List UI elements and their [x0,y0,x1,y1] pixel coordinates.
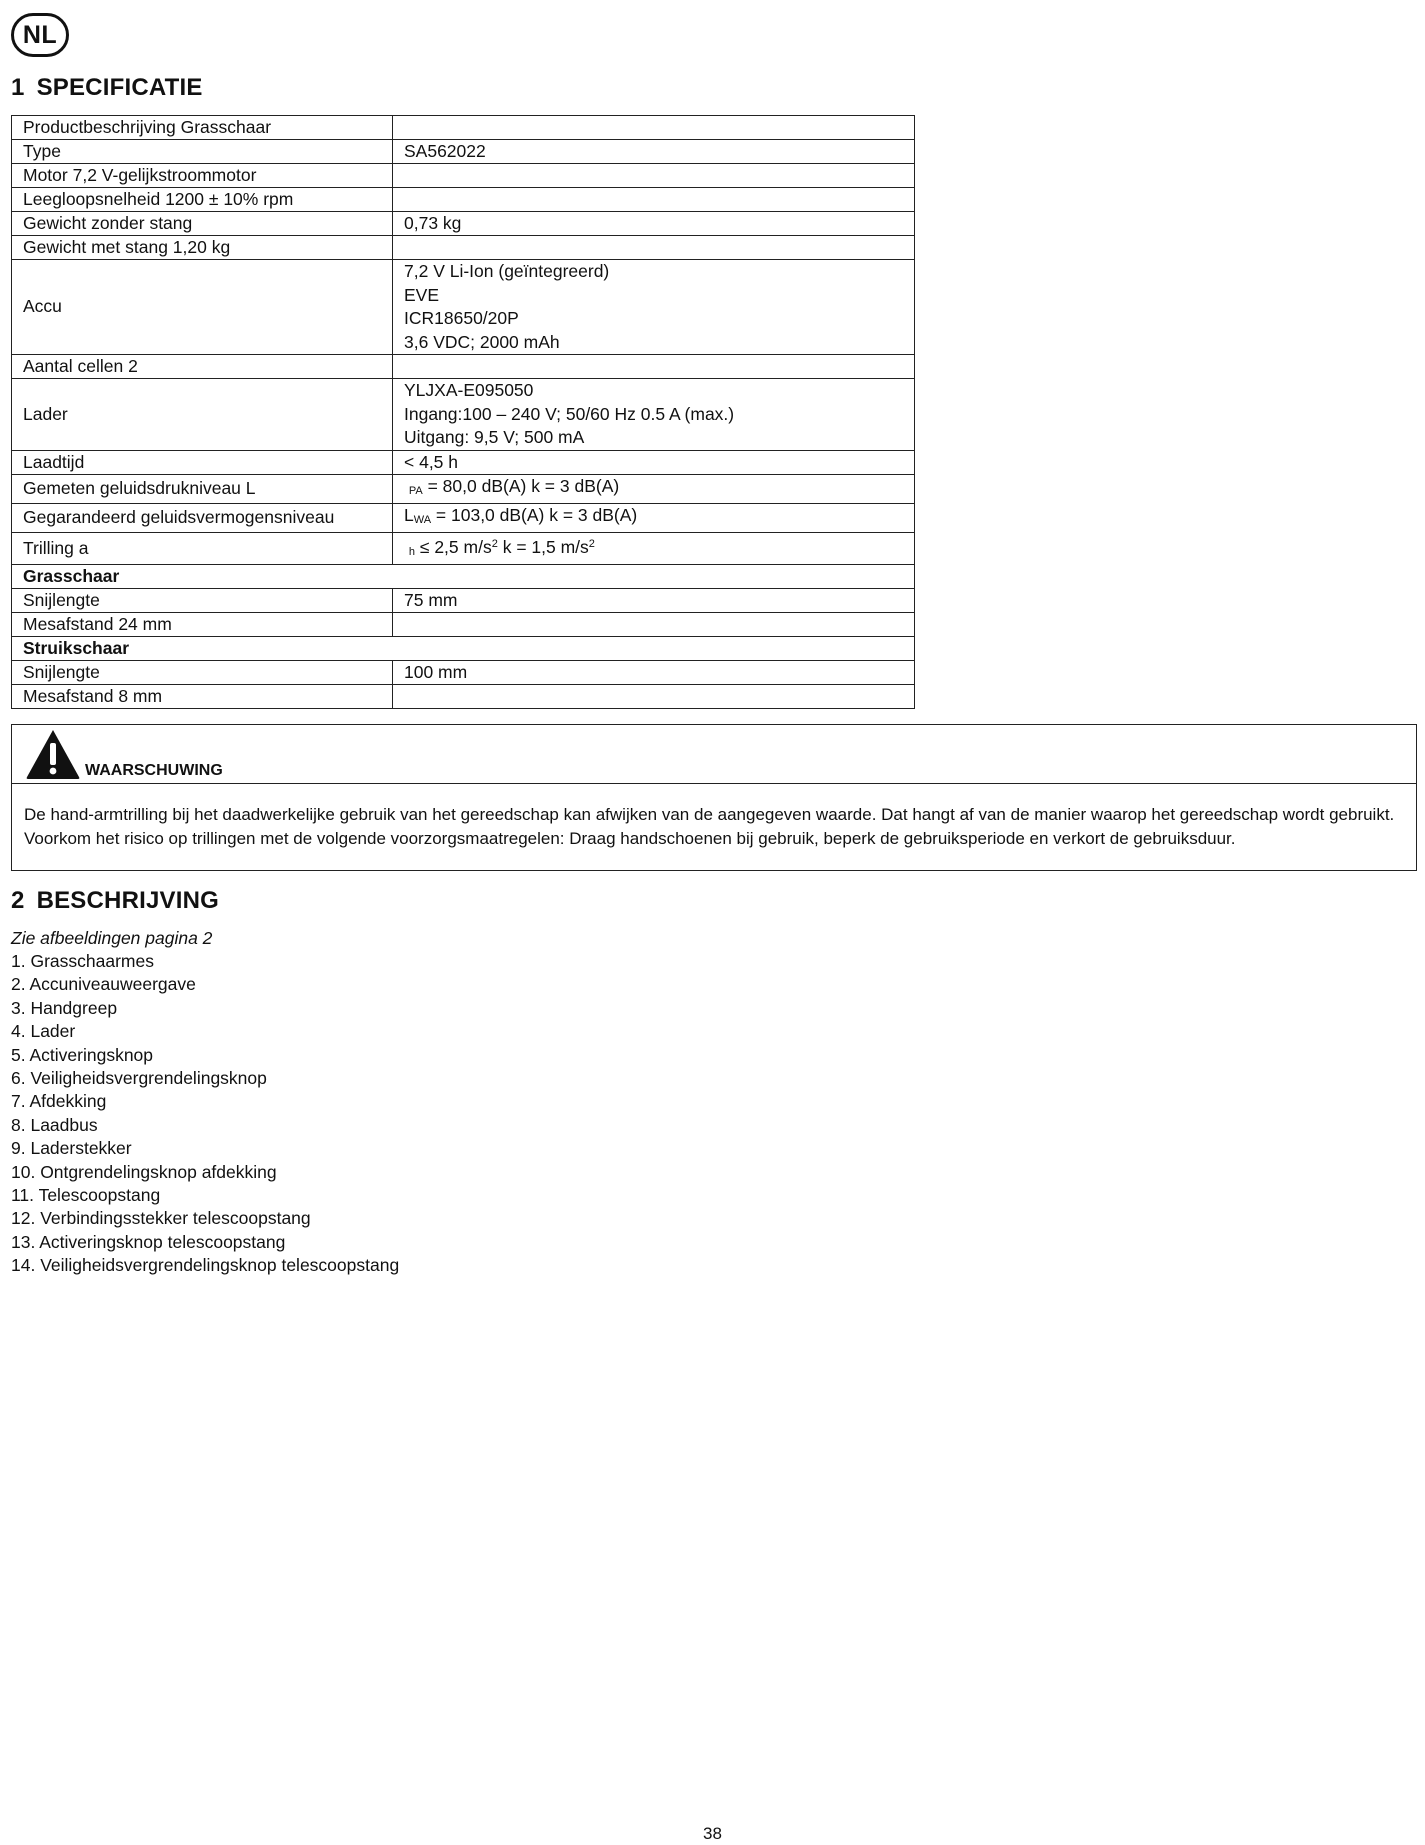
spec-value: ≤ 2,5 m/s [415,536,492,557]
spec-label: Gewicht zonder stang [12,212,393,236]
table-row [12,503,915,532]
spec-label: Accu [12,260,393,355]
group-heading: Grasschaar [12,564,915,588]
spec-value-line: Ingang:100 – 240 V; 50/60 Hz 0.5 A (max.) [404,403,735,424]
table-row [12,660,915,684]
superscript: 2 [588,537,595,550]
spec-label: Gegarandeerd geluidsvermogensniveau [12,503,393,532]
table-row [12,532,915,564]
table-row [12,355,915,379]
language-badge: NL [11,13,69,57]
symbol: L [404,504,414,525]
spec-value: 75 mm [393,588,915,612]
table-row [12,116,915,140]
list-item: 3. Handgreep [11,997,118,1018]
spec-value-line: Uitgang: 9,5 V; 500 mA [404,427,585,447]
spec-value-line: 3,6 VDC; 2000 mAh [404,331,560,352]
table-row [12,684,915,708]
list-item: 14. Veiligheidsvergrendelingsknop telescoopstang [11,1255,400,1276]
spec-label: Laadtijd [12,450,393,474]
subscript: h [408,545,415,558]
table-row [12,212,915,236]
list-item: 5. Activeringsknop [11,1044,154,1065]
list-item: 7. Afdekking [11,1091,107,1112]
spec-value-line: ICR18650/20P [404,308,519,328]
charger-value [393,379,915,451]
spec-label: Gewicht met stang 1,20 kg [12,236,393,260]
spec-value: k = 1,5 m/s [497,536,589,557]
spec-label: Type [12,140,393,164]
spec-label: Trilling a [12,532,393,564]
subscript: PA [408,484,423,497]
list-item: 9. Laderstekker [11,1138,132,1159]
table-row [12,140,915,164]
warning-header [12,725,1416,784]
spec-label: Mesafstand 24 mm [12,612,393,636]
warning-triangle-icon [25,728,81,780]
specification-heading [11,74,203,102]
spec-value: = 103,0 dB(A) k = 3 dB(A) [431,504,638,525]
section-number: 1 [11,74,25,101]
list-item: 12. Verbindingsstekker telescoopstang [11,1208,311,1229]
spec-label: Lader [12,379,393,451]
spec-label: Gemeten geluidsdrukniveau L [12,474,393,503]
table-row [12,612,915,636]
table-row [12,236,915,260]
sound-power-value [393,503,915,532]
table-row [12,450,915,474]
group-heading: Struikschaar [12,636,915,660]
table-row [12,588,915,612]
warning-box [11,724,1417,871]
spec-label: Leegloopsnelheid 1200 ± 10% rpm [12,188,393,212]
superscript: 2 [491,537,498,550]
description-heading [11,887,219,915]
table-row [12,564,915,588]
list-item: 4. Lader [11,1021,76,1042]
table-row [12,188,915,212]
spec-value: SA562022 [393,140,915,164]
specification-table [11,115,915,709]
spec-value: 0,73 kg [393,212,915,236]
sound-pressure-value [393,474,915,503]
warning-label: WAARSCHUWING [85,762,223,779]
spec-label: Productbeschrijving Grasschaar [12,116,393,140]
subscript: WA [413,513,432,526]
list-item: 2. Accuniveauweergave [11,974,196,995]
list-item: 6. Veiligheidsvergrendelingsknop [11,1067,267,1088]
spec-label: Mesafstand 8 mm [12,684,393,708]
section-number: 2 [11,887,25,914]
table-row [12,379,915,451]
list-item: 13. Activeringsknop telescoopstang [11,1231,286,1252]
table-row [12,260,915,355]
battery-value [393,260,915,355]
table-row [12,636,915,660]
spec-label: Snijlengte [12,660,393,684]
spec-value: 100 mm [393,660,915,684]
spec-label: Motor 7,2 V-gelijkstroommotor [12,164,393,188]
list-item: 10. Ontgrendelingsknop afdekking [11,1161,277,1182]
spec-value-line: YLJXA-E095050 [404,380,534,400]
spec-label: Snijlengte [12,588,393,612]
spec-value-line: 7,2 V Li-Ion (geïntegreerd) [404,261,610,281]
page-number: 38 [703,1824,722,1843]
section-title: BESCHRIJVING [36,887,219,914]
parts-list [11,950,399,1277]
list-item: 8. Laadbus [11,1114,98,1135]
table-row [12,474,915,503]
warning-text: De hand-armtrilling bij het daadwerkelijke gebruik van het gereedschap kan afwijken van de aangegeven waarde. Dat hangt af van de manier waarop het gereedschap wordt gebruikt. Voorkom het risico op trillingen met de volgende voorzorgsmaatregelen: Draag handschoenen bij gebruik, beperk de gebruiksperiode en verkort de gebruiksduur. [24,805,1395,848]
spec-value-line: EVE [404,284,440,305]
figure-reference: Zie afbeeldingen pagina 2 [11,928,213,948]
spec-value: < 4,5 h [393,450,915,474]
vibration-value [393,532,915,564]
list-item: 1. Grasschaarmes [11,951,154,971]
section-title: SPECIFICATIE [36,74,203,101]
spec-label: Aantal cellen 2 [12,355,393,379]
table-row [12,164,915,188]
spec-value: = 80,0 dB(A) k = 3 dB(A) [422,475,620,496]
list-item: 11. Telescoopstang [11,1184,161,1205]
